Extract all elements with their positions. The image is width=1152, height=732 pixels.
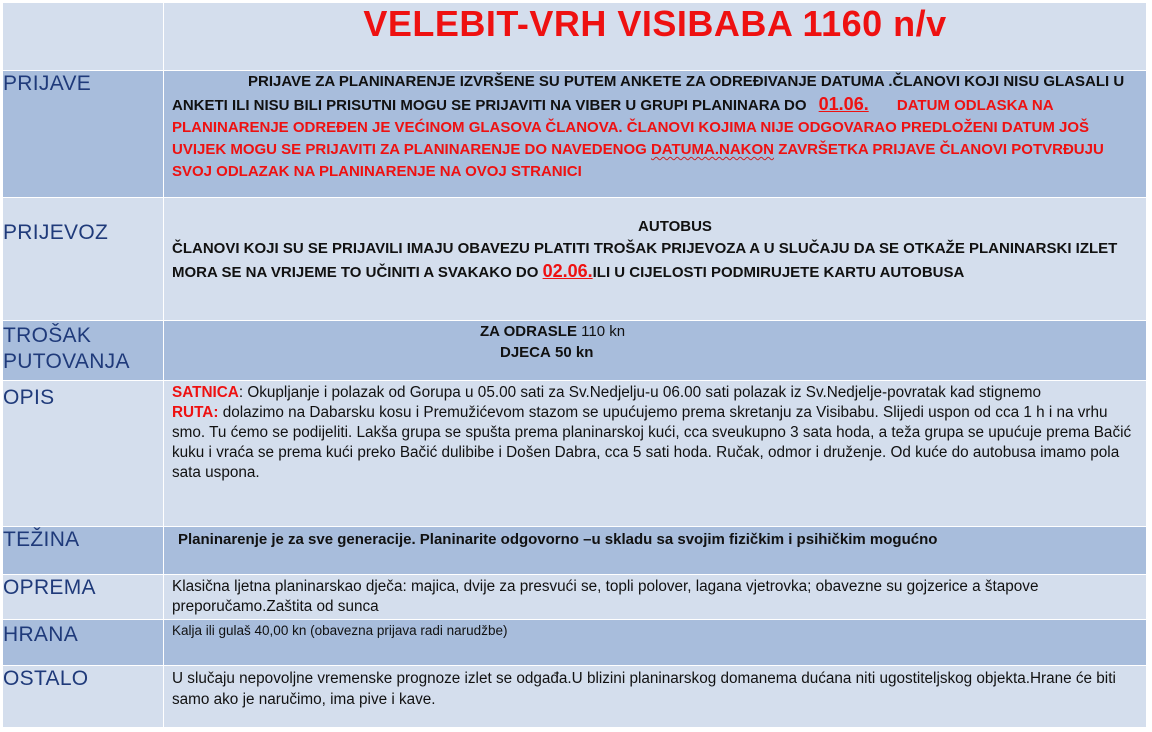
prijave-text-2: DATUM ODLASKA NA PLANINARENJE ODREĐEN JE VEĆINOM GLASOVA ČLANOVA. ČLANOVI KOJIMA NIJE ODGOVARAO PREDLOŽENI DATUM JOŠ UVIJEK MOGU SE PRIJAVITI ZA PLANINARENJE DO NAVEDENOG	[172, 97, 1090, 158]
prijevoz-heading: AUTOBUS	[638, 218, 712, 235]
label-opis: OPIS	[3, 381, 164, 527]
label-hrana: HRANA	[3, 620, 164, 666]
content-hrana: Kalja ili gulaš 40,00 kn (obavezna prijava radi narudžbe)	[164, 620, 1147, 666]
row-tezina	[3, 527, 1147, 575]
trosak-adult-label: ZA ODRASLE	[480, 323, 577, 340]
row-trosak	[3, 321, 1147, 381]
label-trosak: TROŠAK PUTOVANJA	[3, 321, 164, 381]
content-opis	[164, 381, 1147, 527]
content-tezina: Planinarenje je za sve generacije. Planinarite odgovorno –u skladu sa svojim fizičkim i psihičkim mogućno	[164, 527, 1147, 575]
prijave-text-datuma: DATUMA.NAKON	[650, 141, 775, 158]
title-blank-cell	[3, 3, 164, 71]
prijave-text-3: ZAVRŠETKA PRIJAVE ČLANOVI POTVRĐUJU SVOJ ODLAZAK NA PLANINARENJE NA OVOJ	[172, 141, 1104, 180]
row-opis	[3, 381, 1147, 527]
prijevoz-text-2: ILI U CIJELOSTI PODMIRUJETE KARTU AUTOBUSA	[592, 264, 965, 281]
opis-ruta-text: dolazimo na Dabarsku kosu i Premužićevom stazom se upućujemo prema skretanju za Visibabu. Slijedi uspon od cca 1 h i na vrhu smo. Tu ćemo se podijeliti. Lakša grupa se spušta prema planinarskoj kući, cca sveukupno 3 sata hoda, a teža grupa se upućuje prema Bačić kuku i vraća se prema kući preko Bačić dulibibe i Došen Dabra, cca 5 sati hoda. Ručak, odmor i druženje. Od kuće do autobusa imamo pola sata uspona.	[172, 404, 1132, 481]
row-ostalo	[3, 666, 1147, 728]
prijevoz-date: 02.06.	[542, 261, 593, 281]
row-prijevoz	[3, 198, 1147, 321]
content-oprema: Klasična ljetna planinarskao dječa: majica, dvije za presvući se, topli polover, lagana vjetrovka; obavezne su gojzerice a štapove preporučamo.Zaštita od sunca	[164, 575, 1147, 620]
row-hrana	[3, 620, 1147, 666]
opis-ruta-label: RUTA:	[172, 404, 219, 421]
label-oprema: OPREMA	[3, 575, 164, 620]
trip-info-table	[2, 2, 1147, 728]
opis-satnica-label: SATNICA	[172, 384, 239, 401]
label-prijevoz: PRIJEVOZ	[3, 198, 164, 321]
trosak-child-label: DJECA	[500, 344, 551, 361]
label-tezina: TEŽINA	[3, 527, 164, 575]
trosak-child-price: 50 kn	[555, 344, 594, 361]
content-ostalo: U slučaju nepovoljne vremenske prognoze izlet se odgađa.U blizini planinarskog domanemа dućana niti ugostiteljskog objekta.Hrane će biti samo ako je naručimo, ima pive i kave.	[164, 666, 1147, 728]
row-prijave	[3, 71, 1147, 198]
prijave-text-1: PRIJAVE ZA PLANINARENJE IZVRŠENE SU PUTEM ANKETE ZA ODREĐIVANJE DATUMA .ČLANOVI KOJI NISU GLASALI U ANKETI ILI NISU BILI PRISUTNI MOGU SE PRIJAVITI NA VIBER U GRUPI PLANINARA DO	[172, 73, 1125, 114]
content-prijevoz	[164, 198, 1147, 321]
page-title: VELEBIT-VRH VISIBABA 1160 n/v	[164, 3, 1147, 71]
prijevoz-text-1: ČLANOVI KOJI SU SE PRIJAVILI IMAJU OBAVEZU PLATITI TROŠAK PRIJEVOZA A U SLUČAJU DA SE OTKAŽE PLANINARSKI IZLET MORA SE NA VRIJEME TO UČINITI A SVAKAKO DO	[172, 240, 1118, 281]
content-prijave	[164, 71, 1147, 198]
prijave-date: 01.06.	[818, 94, 869, 114]
content-trosak	[164, 321, 1147, 381]
opis-satnica-text: : Okupljanje i polazak od Gorupa u 05.00 sati za Sv.Nedjelju-u 06.00 sati polazak iz Sv.Nedjelje-povratak kad stignemo	[238, 384, 1041, 401]
title-row	[3, 3, 1147, 71]
label-prijave: PRIJAVE	[3, 71, 164, 198]
row-oprema	[3, 575, 1147, 620]
trosak-adult-price: 110 kn	[581, 323, 626, 340]
label-ostalo: OSTALO	[3, 666, 164, 728]
prijave-text-4: STRANICI	[510, 163, 582, 180]
